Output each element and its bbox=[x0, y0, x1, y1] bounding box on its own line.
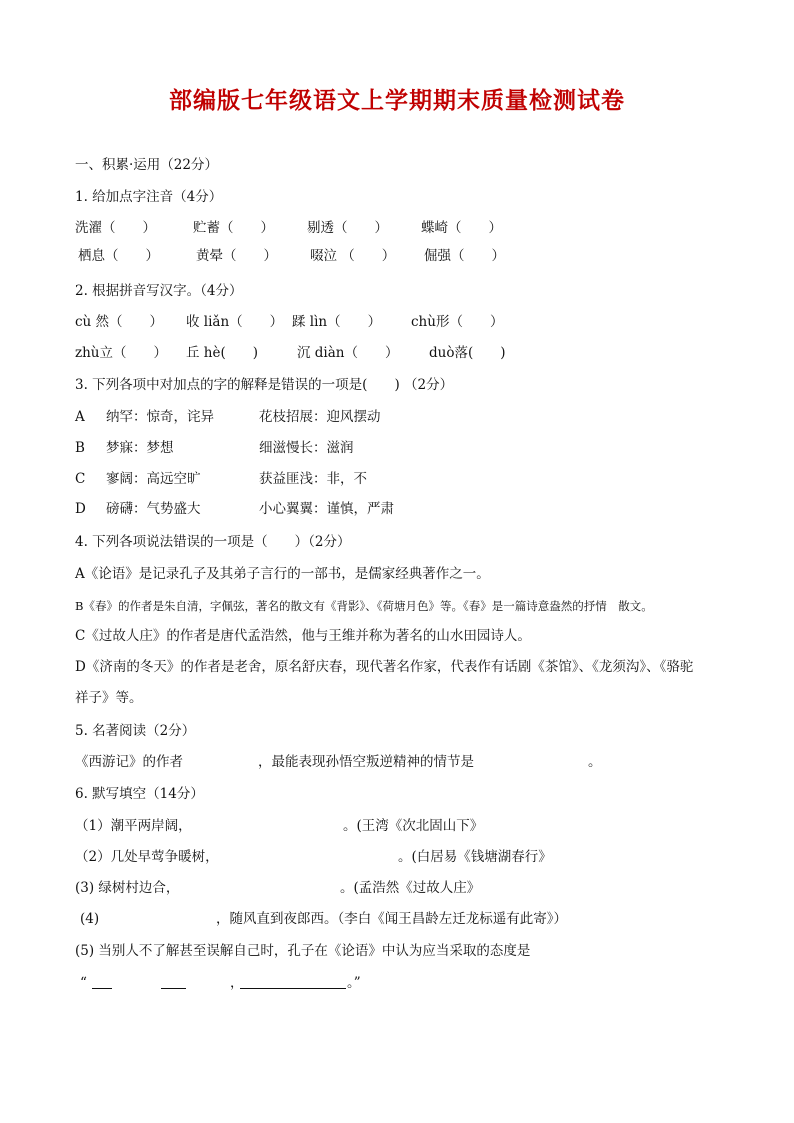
q1-item: 栖息（ ） bbox=[78, 248, 159, 264]
q5-text: ，最能表现孙悟空叛逆精神的情节是 bbox=[258, 754, 474, 770]
option-left: 纳罕：惊奇，诧异 bbox=[106, 409, 214, 425]
q2-item: 收 liǎn（ ） bbox=[186, 314, 284, 330]
q5-text: 《西游记》的作者 bbox=[75, 754, 183, 770]
q4-option-c: C《过故人庄》的作者是唐代孟浩然，他与王维并称为著名的山水田园诗人。 bbox=[75, 628, 531, 644]
q6-line-1-start: （1）潮平两岸阔， bbox=[75, 818, 192, 834]
q2-item: duò落( ) bbox=[429, 345, 506, 361]
q6-quote-close: 。” bbox=[347, 975, 361, 991]
q4-option-a: A《论语》是记录孔子及其弟子言行的一部书，是儒家经典著作之一。 bbox=[75, 566, 490, 582]
q6-line-1-end: 。(王湾《次北固山下》 bbox=[343, 818, 484, 834]
q6-line-3-start: (3) 绿树村边合， bbox=[75, 880, 180, 896]
q1-item: 蝶崎（ ） bbox=[421, 220, 502, 236]
question-2-label: 2. 根据拼音写汉字。（4分） bbox=[75, 283, 243, 299]
q6-line-2-end: 。(白居易《钱塘湖春行》 bbox=[398, 849, 552, 865]
option-letter: C bbox=[75, 471, 86, 487]
q4-option-b: B《春》的作者是朱自清，字佩弦，著名的散文有《背影》、《荷塘月色》等。《春》是一篇诗意盎然的抒情 散文。 bbox=[75, 599, 653, 613]
question-3-label: 3. 下列各项中对加点的字的解释是错误的一项是( ) （2分） bbox=[75, 377, 454, 393]
option-letter: B bbox=[75, 440, 85, 456]
q1-item: 啜泣 （ ） bbox=[310, 248, 396, 264]
q2-item: cù 然（ ） bbox=[75, 314, 164, 330]
q6-line-5: (5) 当别人不了解甚至误解自己时，孔子在《论语》中认为应当采取的态度是 bbox=[75, 943, 531, 959]
option-right: 花枝招展：迎风摆动 bbox=[259, 409, 381, 425]
q1-item: 贮蓄（ ） bbox=[193, 220, 274, 236]
q2-item: 沉 diàn（ ） bbox=[297, 345, 399, 361]
option-left: 寥阔：高远空旷 bbox=[106, 471, 201, 487]
option-right: 细滋慢长：滋润 bbox=[259, 440, 354, 456]
option-right: 小心翼翼：谨慎，严肃 bbox=[259, 501, 394, 517]
question-4-label: 4. 下列各项说法错误的一项是（ ）（2分） bbox=[75, 534, 351, 550]
q1-item: 洗濯（ ） bbox=[75, 220, 156, 236]
q2-item: chù形（ ） bbox=[411, 314, 504, 330]
section-heading: 一、积累·运用（22分） bbox=[75, 157, 218, 173]
question-6-label: 6. 默写填空（14分） bbox=[75, 786, 204, 802]
answer-blank[interactable] bbox=[161, 974, 186, 989]
question-1-label: 1. 给加点字注音（4分） bbox=[75, 189, 223, 205]
q6-line-4-end: ，随风直到夜郎西。（李白《闻王昌龄左迁龙标遥有此寄》） bbox=[216, 911, 567, 927]
q1-item: 剔透（ ） bbox=[307, 220, 388, 236]
q4-option-d-cont: 祥子》等。 bbox=[75, 690, 143, 706]
option-letter: D bbox=[75, 501, 86, 517]
q5-text: 。 bbox=[588, 754, 602, 770]
option-left: 磅礴：气势盛大 bbox=[106, 501, 201, 517]
q1-item: 倔强（ ） bbox=[424, 248, 505, 264]
q6-quote-open: “ bbox=[80, 975, 87, 991]
q6-line-2-start: （2）几处早莺争暖树， bbox=[75, 849, 219, 865]
q6-line-4-start: (4) bbox=[80, 911, 100, 927]
page-title: 部编版七年级语文上学期期末质量检测试卷 bbox=[169, 88, 625, 114]
question-5-label: 5. 名著阅读（2分） bbox=[75, 723, 196, 739]
q2-item: 蹂 lìn（ ） bbox=[292, 314, 382, 330]
q6-line-3-end: 。(孟浩然《过故人庄》 bbox=[340, 880, 481, 896]
q1-item: 黄晕（ ） bbox=[196, 248, 277, 264]
answer-blank[interactable] bbox=[92, 974, 112, 989]
q2-item: 丘 hè( ) bbox=[186, 345, 259, 361]
q2-item: zhù立（ ） bbox=[75, 345, 168, 361]
answer-blank[interactable] bbox=[240, 974, 346, 989]
q4-option-d: D《济南的冬天》的作者是老舍，原名舒庆春，现代著名作家，代表作有话剧《茶馆》、《龙须沟》、《骆驼 bbox=[75, 659, 694, 675]
option-left: 梦寐：梦想 bbox=[106, 440, 174, 456]
option-letter: A bbox=[75, 409, 85, 425]
q6-quote-comma: ， bbox=[230, 975, 244, 991]
option-right: 获益匪浅：非，不 bbox=[259, 471, 367, 487]
